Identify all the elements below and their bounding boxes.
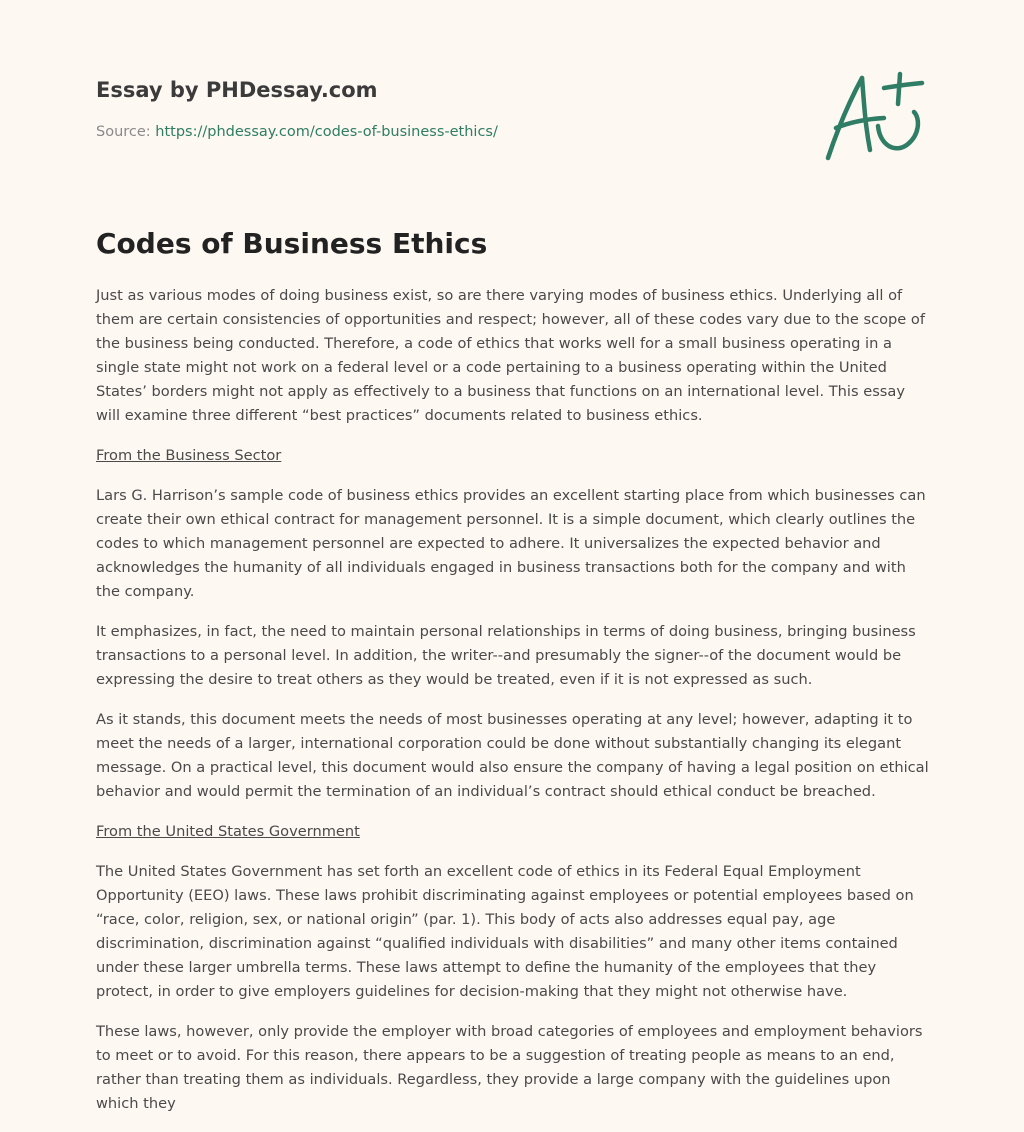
paragraph: As it stands, this document meets the needs of most businesses operating at any level; however, adapting it to meet the needs of a larger, international corporation could be done without substantially changing its elegant message. On a practical level, this document would also ensure the company of having a legal position on ethical behavior and would permit the termination of an individual’s contract should ethical conduct be breached.	[96, 711, 929, 800]
paragraph: It emphasizes, in fact, the need to maintain personal relationships in terms of doing business, bringing business transactions to a personal level. In addition, the writer--and presumably the signer--of the document would be expressing the desire to treat others as they would be treated, even if it is not expressed as such.	[96, 623, 916, 688]
page-header	[96, 76, 796, 142]
paragraph: Lars G. Harrison’s sample code of business ethics provides an excellent starting place from which businesses can create their own ethical contract for management personnel. It is a simple document, which clearly outlines the codes to which management personnel are expected to adhere. It universalizes the expected behavior and acknowledges the humanity of all individuals engaged in business transactions both for the company and with the company.	[96, 487, 926, 600]
source-line	[96, 122, 796, 142]
source-label: Source:	[96, 124, 151, 140]
section-heading-us-government: From the United States Government	[96, 823, 360, 840]
paragraph: Just as various modes of doing business exist, so are there varying modes of business ethics. Underlying all of them are certain consistencies of opportunities and respect; however, all of these codes vary due to the scope of the business being conducted. Therefore, a code of ethics that works well for a small business operating in a single state might not work on a federal level or a code pertaining to a business operating within the United States’ borders might not apply as effectively to a business that functions on an international level. This essay will examine three different “best practices” documents related to business ethics.	[96, 287, 925, 424]
site-title: Essay by PHDessay.com	[96, 78, 378, 102]
paragraph: These laws, however, only provide the employer with broad categories of employees and employment behaviors to meet or to avoid. For this reason, there appears to be a suggestion of treating people as means to an end, rather than treating them as individuals. Regardless, they provide a large company with the guidelines upon which they	[96, 1023, 923, 1112]
essay-body	[96, 284, 932, 1132]
section-heading-business-sector: From the Business Sector	[96, 447, 282, 464]
source-link[interactable]: https://phdessay.com/codes-of-business-ethics/	[155, 124, 498, 140]
paragraph: The United States Government has set forth an excellent code of ethics in its Federal Equal Employment Opportunity (EEO) laws. These laws prohibit discriminating against employees or potential employees based on “race, color, religion, sex, or national origin” (par. 1). This body of acts also addresses equal pay, age discrimination, discrimination against “qualified individuals with disabilities” and many other items contained under these larger umbrella terms. These laws attempt to define the humanity of the employees that they protect, in order to give employers guidelines for decision-making that they might not otherwise have.	[96, 863, 914, 1000]
essay-title: Codes of Business Ethics	[96, 227, 488, 260]
a-plus-logo-icon	[818, 66, 930, 166]
